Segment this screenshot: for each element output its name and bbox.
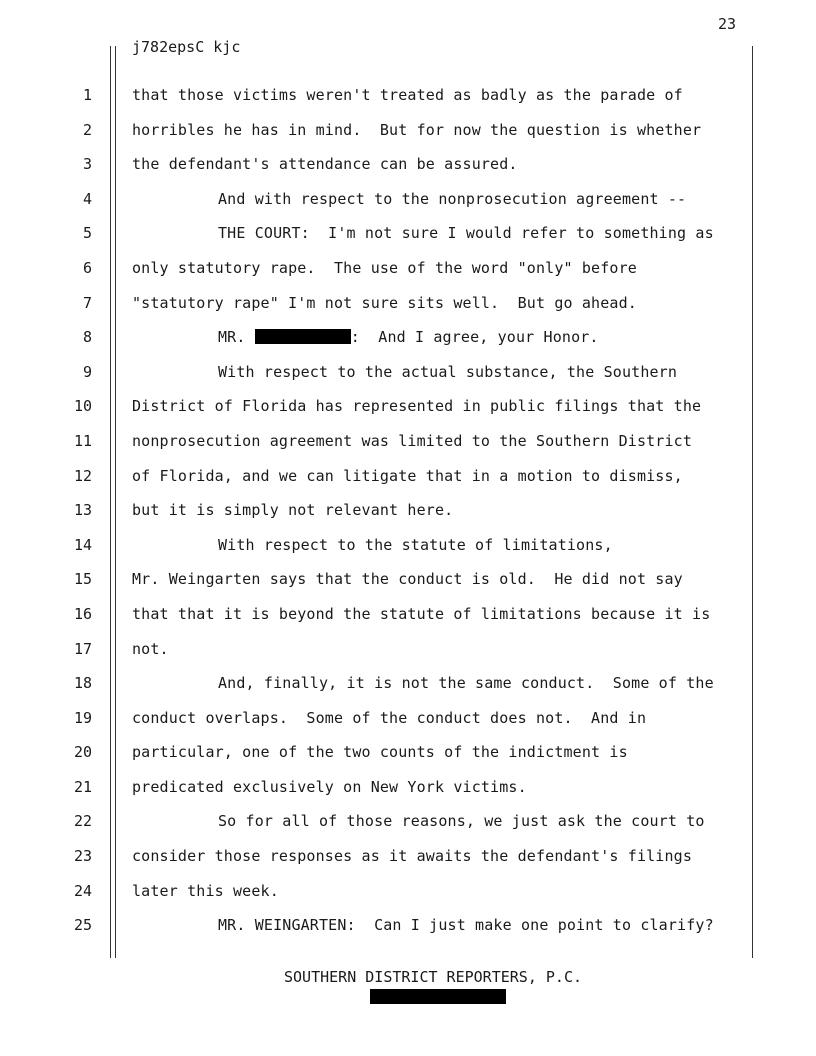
- line-text-content: conduct overlaps. Some of the conduct does not. And in: [132, 708, 647, 727]
- transcript-line: [0, 874, 816, 909]
- line-number: 20: [73, 743, 92, 762]
- transcript-line: [0, 389, 816, 424]
- line-text-content: not.: [132, 639, 169, 658]
- line-text: [132, 640, 169, 658]
- line-text: [132, 743, 628, 761]
- line-text-content: With respect to the actual substance, the Southern: [218, 362, 678, 381]
- line-number: 25: [73, 916, 92, 935]
- line-text: [218, 536, 613, 554]
- line-number: 21: [73, 777, 92, 796]
- page-number: 23: [718, 15, 737, 33]
- transcript-line: [0, 113, 816, 148]
- line-text-content: nonprosecution agreement was limited to the Southern District: [132, 431, 693, 450]
- line-text-content: And, finally, it is not the same conduct. Some of the: [218, 674, 714, 693]
- line-text-content: And with respect to the nonprosecution agreement --: [218, 189, 687, 208]
- transcript-line: [0, 528, 816, 563]
- line-text-content: MR. WEINGARTEN: Can I just make one point to clarify?: [218, 916, 714, 935]
- transcript-line: [0, 182, 816, 217]
- line-number: 19: [73, 708, 92, 727]
- line-number: 13: [73, 501, 92, 520]
- line-text-content: of Florida, and we can litigate that in a motion to dismiss,: [132, 466, 683, 485]
- line-text: [132, 432, 692, 450]
- line-text: [132, 605, 710, 623]
- line-number: 9: [82, 362, 92, 381]
- transcript-lines: [0, 78, 816, 943]
- line-text-content: MR.: [218, 328, 255, 347]
- transcript-line: [0, 666, 816, 701]
- footer-reporter: SOUTHERN DISTRICT REPORTERS, P.C.: [283, 968, 582, 986]
- line-text: [218, 224, 714, 242]
- line-text-content: that that it is beyond the statute of limitations because it is: [132, 604, 711, 623]
- line-text-content: horribles he has in mind. But for now the question is whether: [132, 120, 702, 139]
- line-number: 11: [73, 431, 92, 450]
- line-number: 1: [82, 86, 92, 104]
- redaction-bar: [255, 329, 351, 344]
- line-text: [218, 812, 705, 830]
- line-text: [218, 916, 714, 934]
- line-number: 8: [82, 328, 92, 347]
- line-number: 2: [82, 120, 92, 139]
- transcript-line: [0, 251, 816, 286]
- line-text: [132, 467, 683, 485]
- line-number: 14: [73, 535, 92, 554]
- transcript-line: [0, 355, 816, 390]
- line-number: 17: [73, 639, 92, 658]
- transcript-line: [0, 839, 816, 874]
- line-text-content: THE COURT: I'm not sure I would refer to something as: [218, 224, 714, 243]
- transcript-line: [0, 493, 816, 528]
- line-text-content: predicated exclusively on New York victims.: [132, 777, 527, 796]
- line-text: [132, 709, 646, 727]
- line-text: [218, 190, 686, 208]
- line-number: 4: [82, 189, 92, 208]
- line-text: [132, 86, 683, 104]
- transcript-line: [0, 147, 816, 182]
- line-number: 3: [82, 155, 92, 174]
- line-text: [132, 121, 701, 139]
- transcript-line: [0, 424, 816, 459]
- transcript-line: [0, 216, 816, 251]
- transcript-line: [0, 597, 816, 632]
- line-number: 6: [82, 258, 92, 277]
- line-text-content: So for all of those reasons, we just ask the court to: [218, 812, 705, 831]
- line-number: 22: [73, 812, 92, 831]
- line-text: [132, 778, 527, 796]
- transcript-line: [0, 770, 816, 805]
- transcript-line: [0, 320, 816, 355]
- line-text: [132, 847, 692, 865]
- line-text: [132, 155, 518, 173]
- line-text: [132, 501, 453, 519]
- line-text-continuation: : And I agree, your Honor.: [350, 328, 599, 347]
- line-text-content: but it is simply not relevant here.: [132, 501, 454, 520]
- transcript-line: [0, 908, 816, 943]
- transcript-line: [0, 632, 816, 667]
- line-text-content: With respect to the statute of limitations,: [218, 535, 613, 554]
- line-text: [218, 674, 714, 692]
- line-text: [132, 882, 279, 900]
- line-text-content: "statutory rape" I'm not sure sits well. But go ahead.: [132, 293, 637, 312]
- transcript-line: [0, 286, 816, 321]
- line-number: 18: [73, 674, 92, 693]
- line-text-content: later this week.: [132, 881, 279, 900]
- line-number: 5: [82, 224, 92, 243]
- line-text: [218, 328, 599, 346]
- transcript-line: [0, 459, 816, 494]
- line-text-content: Mr. Weingarten says that the conduct is old. He did not say: [132, 570, 683, 589]
- line-number: 23: [73, 847, 92, 866]
- transcript-line: [0, 735, 816, 770]
- transcript-line: [0, 804, 816, 839]
- line-number: 7: [82, 293, 92, 312]
- line-text: [132, 259, 637, 277]
- transcript-line: [0, 701, 816, 736]
- line-number: 12: [73, 466, 92, 485]
- line-text-content: that those victims weren't treated as badly as the parade of: [132, 86, 683, 104]
- line-text-content: consider those responses as it awaits the defendant's filings: [132, 847, 693, 866]
- line-number: 16: [73, 604, 92, 623]
- line-text: [132, 570, 683, 588]
- transcript-line: [0, 78, 816, 113]
- line-text: [132, 294, 637, 312]
- line-text-content: only statutory rape. The use of the word "only" before: [132, 258, 637, 277]
- line-number: 15: [73, 570, 92, 589]
- line-text-content: particular, one of the two counts of the indictment is: [132, 743, 628, 762]
- line-number: 24: [73, 881, 92, 900]
- line-text: [218, 363, 677, 381]
- line-text-content: District of Florida has represented in public filings that the: [132, 397, 702, 416]
- line-text: [132, 397, 701, 415]
- transcript-line: [0, 562, 816, 597]
- line-number: 10: [73, 397, 92, 416]
- footer-redaction-bar: [370, 989, 506, 1004]
- line-text-content: the defendant's attendance can be assured.: [132, 155, 518, 174]
- header-code: j782epsC kjc: [132, 38, 241, 56]
